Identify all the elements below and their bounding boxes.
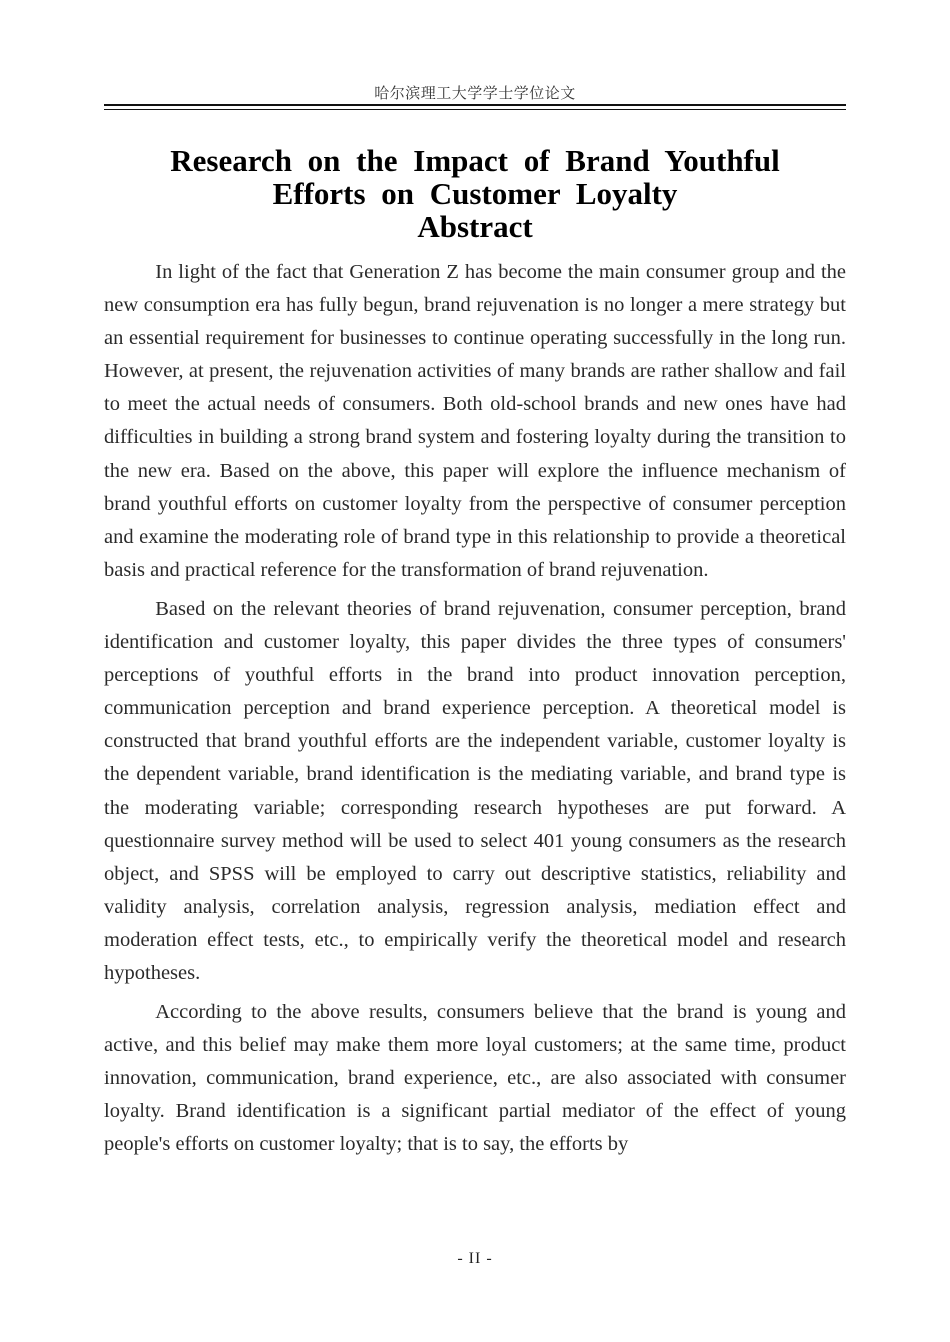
- header-rule-thick: [104, 104, 846, 106]
- abstract-body: [104, 256, 846, 1168]
- header-rule-thin: [104, 109, 846, 110]
- abstract-heading: Abstract: [417, 209, 533, 244]
- page-number: - II -: [457, 1250, 493, 1267]
- thesis-title-line-2: Efforts on Customer Loyalty: [272, 176, 678, 211]
- title-block: [104, 144, 846, 243]
- thesis-title-line-1: Research on the Impact of Brand Youthful: [170, 143, 780, 178]
- abstract-paragraph-2: Based on the relevant theories of brand rejuvenation, consumer perception, brand identification and customer loyalty, this paper divides the three types of consumers' perceptions of youthful efforts in the brand into product innovation perception, communication perception and brand experience perception. A theoretical model is constructed that brand youthful efforts are the independent variable, customer loyalty is the dependent variable, brand identification is the mediating variable, and brand type is the moderating variable; corresponding research hypotheses are put forward. A questionnaire survey method will be used to select 401 young consumers as the research object, and SPSS will be employed to carry out descriptive statistics, reliability and validity analysis, correlation analysis, regression analysis, mediation effect and moderation effect tests, etc., to empirically verify the theoretical model and research hypotheses.: [104, 597, 846, 984]
- abstract-paragraph-1: In light of the fact that Generation Z has become the main consumer group and the new consumption era has fully begun, brand rejuvenation is no longer a mere strategy but an essential requirement for businesses to continue operating successfully in the long run. However, at present, the rejuvenation activities of many brands are rather shallow and fail to meet the actual needs of consumers. Both old-school brands and new ones have had difficulties in building a strong brand system and fostering loyalty during the transition to the new era. Based on the above, this paper will explore the influence mechanism of brand youthful efforts on customer loyalty from the perspective of consumer perception and examine the moderating role of brand type in this relationship to provide a theoretical basis and practical reference for the transformation of brand rejuvenation.: [104, 261, 846, 581]
- abstract-paragraph-3: According to the above results, consumers believe that the brand is young and active, and this belief may make them more loyal customers; at the same time, product innovation, communication, brand experience, etc., are also associated with consumer loyalty. Brand identification is a significant partial mediator of the effect of young people's efforts on customer loyalty; that is to say, the efforts by: [104, 1001, 846, 1156]
- running-header: 哈尔滨理工大学学士学位论文: [374, 86, 576, 102]
